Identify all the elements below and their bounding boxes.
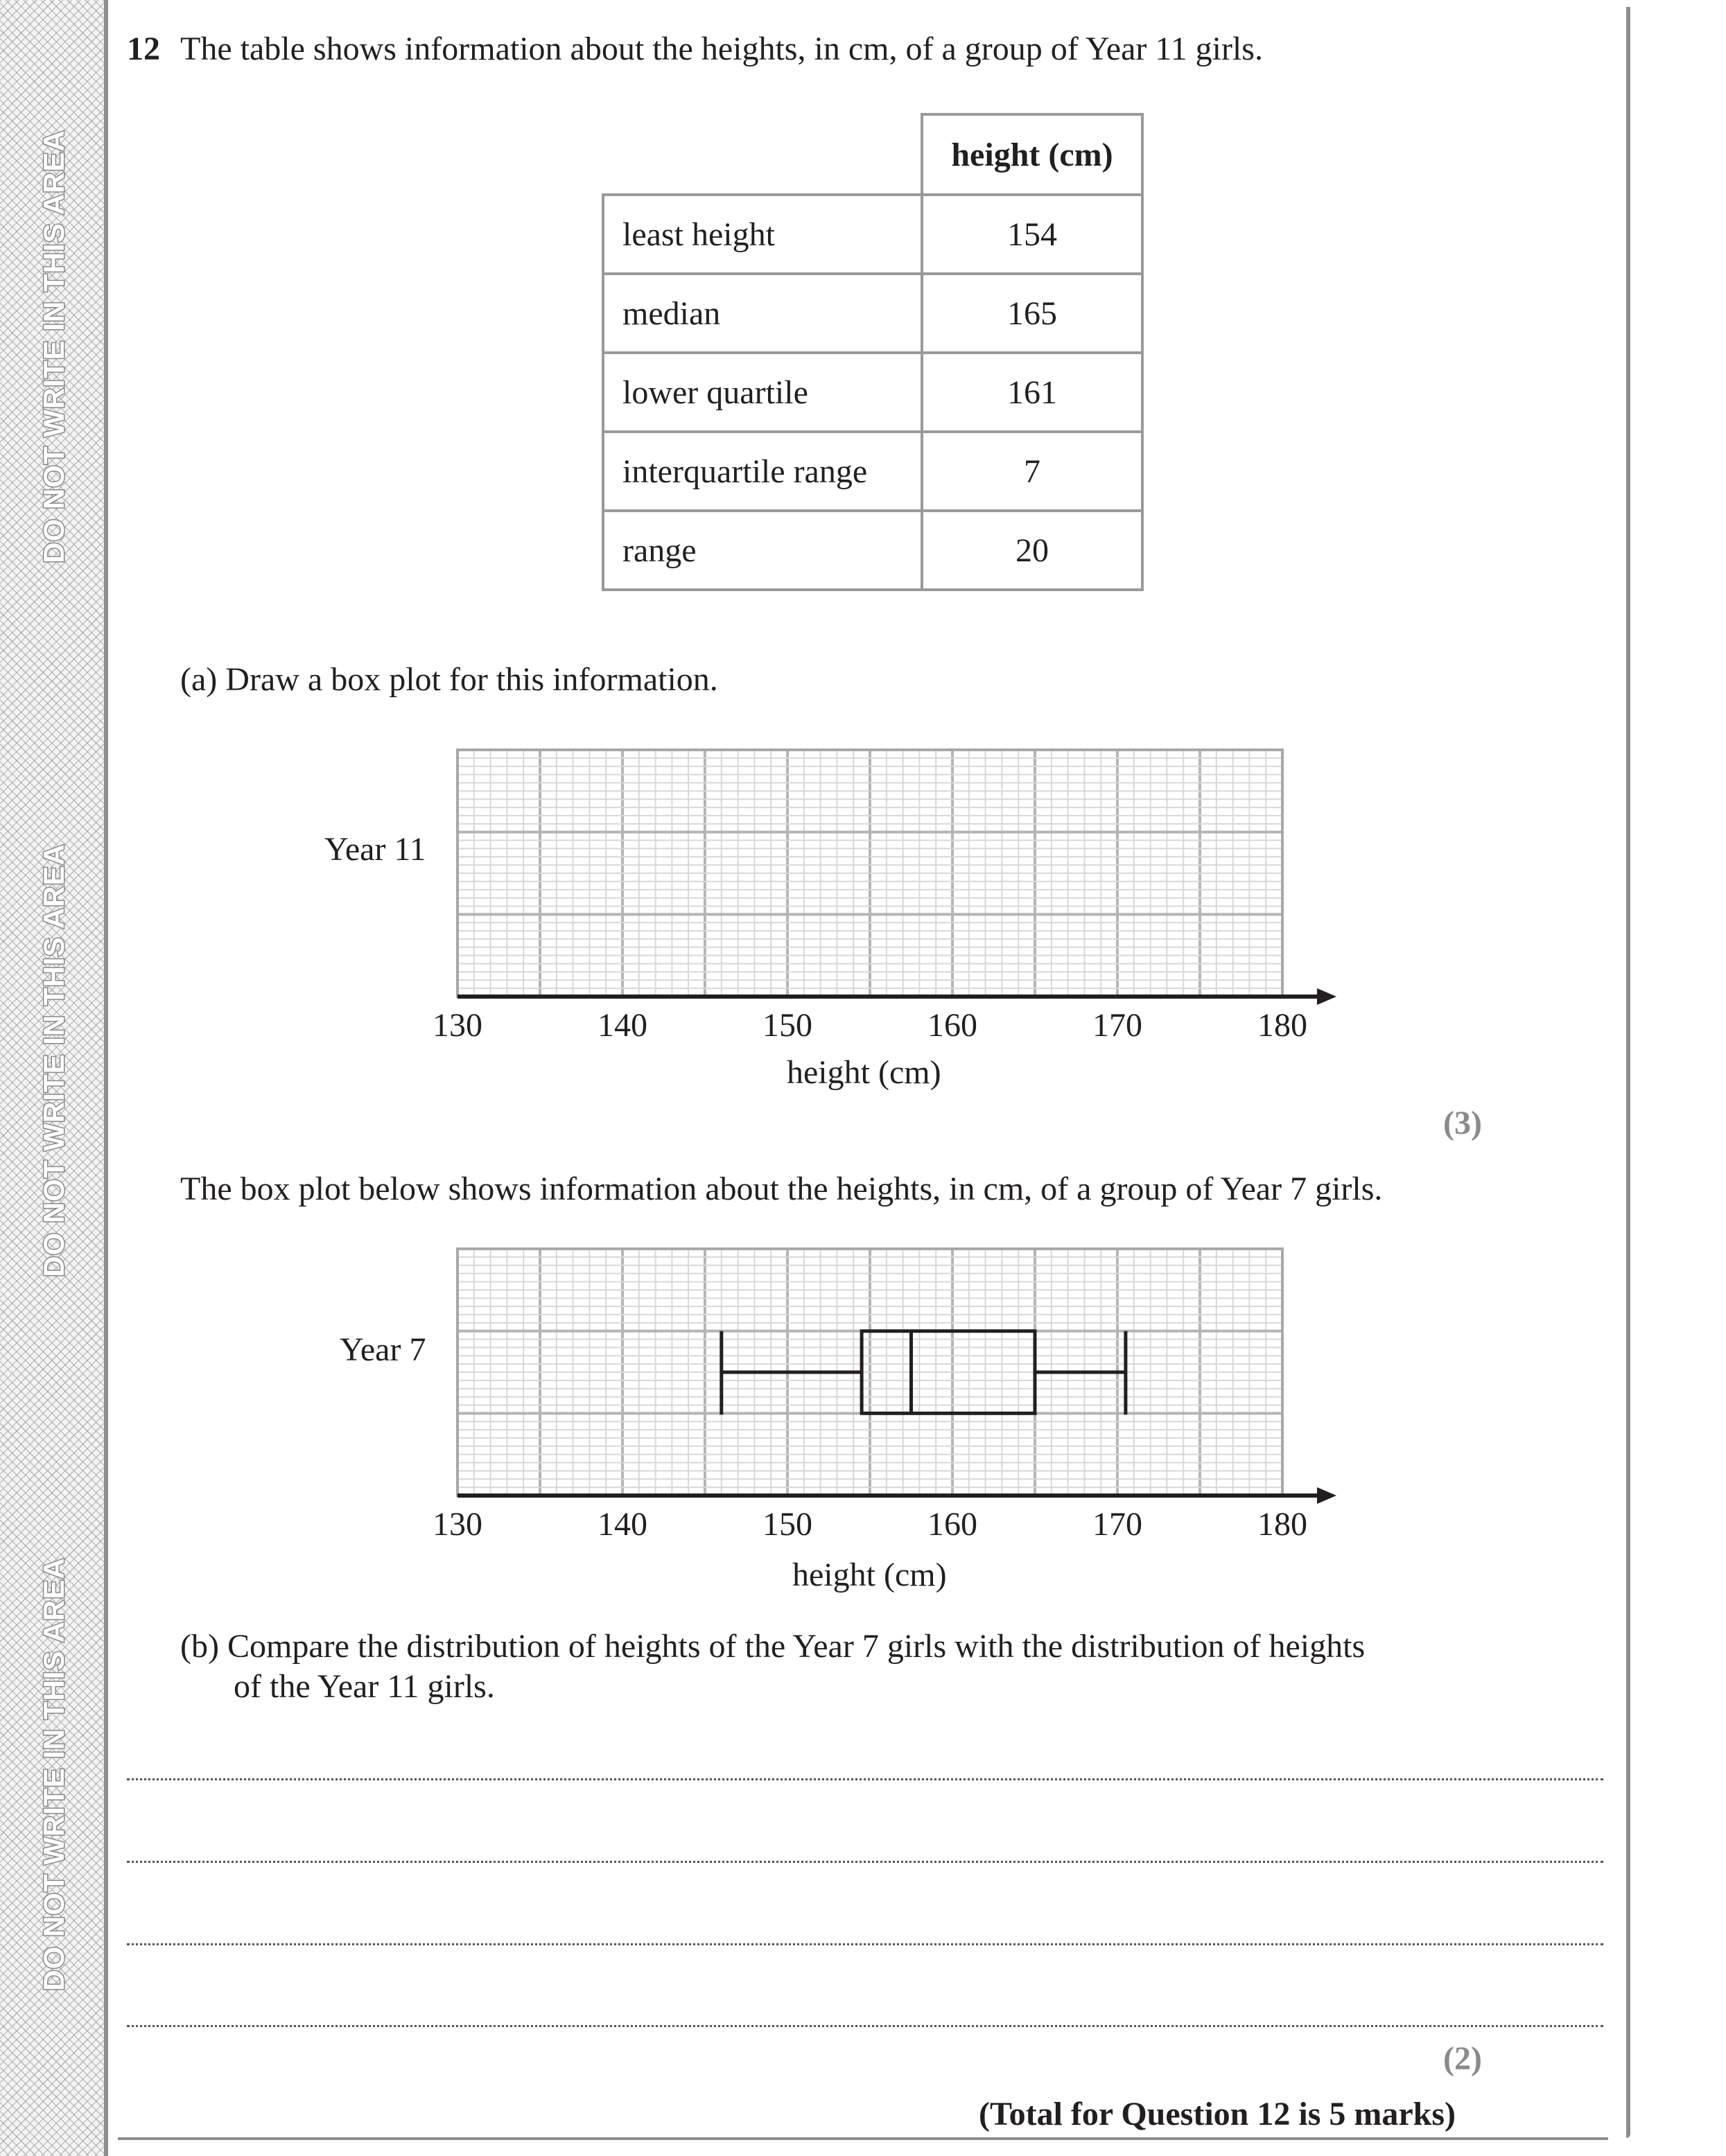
part-b-prompt-line1: (b) Compare the distribution of heights of the Year 7 girls with the distribution of heights <box>180 1628 1366 1665</box>
x-tick-label: 160 <box>927 1007 977 1044</box>
height-table <box>602 113 1144 591</box>
year7-intro: The box plot below shows information about the heights, in cm, of a group of Year 7 girls. <box>180 1171 1383 1207</box>
row-value-range: 20 <box>922 511 1142 590</box>
year7-label: Year 7 <box>340 1331 426 1368</box>
table-row <box>603 511 1142 590</box>
row-label-lower-quartile: lower quartile <box>603 353 922 432</box>
x-tick-label: 160 <box>927 1506 977 1543</box>
year11-label: Year 11 <box>324 831 426 868</box>
grid-lines <box>457 1249 1282 1496</box>
grid-border <box>457 1249 1282 1496</box>
part-a-marks: (3) <box>1443 1105 1482 1141</box>
answer-line-3[interactable] <box>127 1943 1603 1945</box>
row-value-median: 165 <box>922 274 1142 353</box>
answer-line-1[interactable] <box>127 1778 1603 1780</box>
table-row <box>603 195 1142 274</box>
grid-border <box>457 750 1282 997</box>
margin-strip: DO NOT WRITE IN THIS AREA DO NOT WRITE IN THIS AREA DO NOT WRITE IN THIS AREA <box>0 0 108 2156</box>
page-border-bottom <box>118 2137 1608 2140</box>
part-b-prompt-line2: of the Year 11 girls. <box>234 1668 495 1705</box>
question-intro: The table shows information about the heights, in cm, of a group of Year 11 girls. <box>180 30 1263 67</box>
iqr-box <box>862 1331 1035 1414</box>
table-row <box>603 353 1142 432</box>
part-a-prompt: (a) Draw a box plot for this information. <box>180 661 718 698</box>
x-tick-label: 140 <box>598 1007 647 1044</box>
question-number: 12 <box>127 30 160 67</box>
part-b-marks: (2) <box>1443 2040 1482 2077</box>
question-total: (Total for Question 12 is 5 marks) <box>979 2096 1456 2132</box>
x-tick-label: 130 <box>433 1007 482 1044</box>
row-label-median: median <box>603 274 922 353</box>
x-axis-arrow <box>1317 1487 1336 1504</box>
row-label-range: range <box>603 511 922 590</box>
year7-axis-label: height (cm) <box>792 1557 947 1593</box>
row-value-least-height: 154 <box>922 195 1142 274</box>
x-tick-label: 140 <box>598 1506 647 1543</box>
table-row <box>603 274 1142 353</box>
row-value-iqr: 7 <box>922 432 1142 511</box>
grid-lines <box>457 750 1282 997</box>
x-tick-label: 130 <box>433 1506 482 1543</box>
page-border-right <box>1626 7 1630 2138</box>
row-label-iqr: interquartile range <box>603 432 922 511</box>
x-tick-label: 150 <box>762 1506 812 1543</box>
table-row <box>603 432 1142 511</box>
x-tick-label: 170 <box>1092 1506 1142 1543</box>
row-value-lower-quartile: 161 <box>922 353 1142 432</box>
year11-axis-label: height (cm) <box>787 1054 941 1091</box>
answer-line-2[interactable] <box>127 1861 1603 1863</box>
x-axis-arrow <box>1317 988 1336 1005</box>
table-header: height (cm) <box>922 114 1142 195</box>
x-tick-label: 150 <box>762 1007 812 1044</box>
row-label-least-height: least height <box>603 195 922 274</box>
x-tick-label: 170 <box>1092 1007 1142 1044</box>
x-tick-label: 180 <box>1257 1506 1307 1543</box>
answer-line-4[interactable] <box>127 2025 1603 2027</box>
x-tick-label: 180 <box>1257 1007 1307 1044</box>
